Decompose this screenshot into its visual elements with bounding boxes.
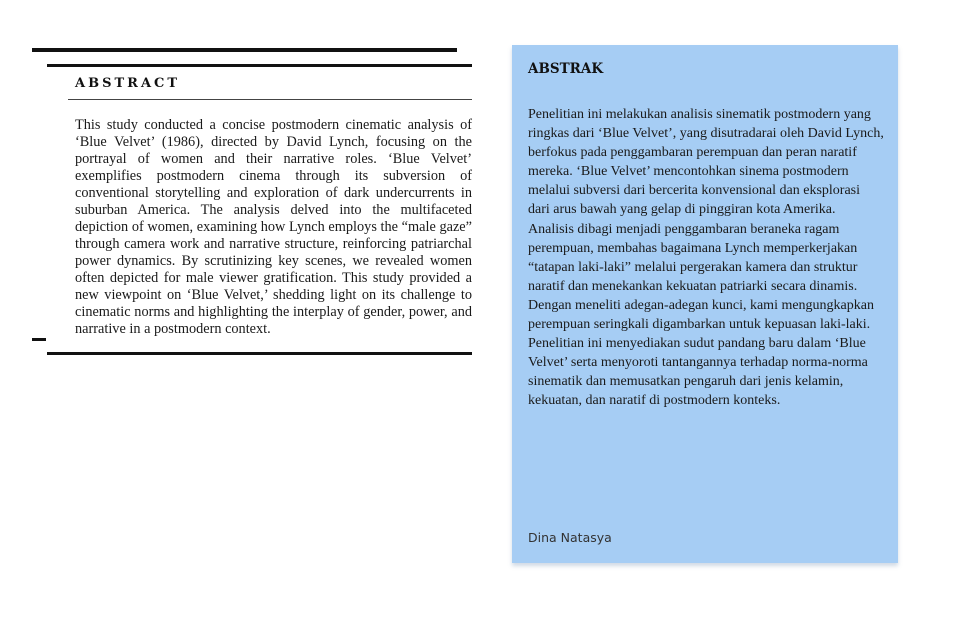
- indonesian-abstract-body: Penelitian ini melakukan analisis sinematik postmodern yang ringkas dari ‘Blue Velvet’, yang disutradarai oleh David Lynch, berfokus pada penggambaran perempuan dan peran naratif mereka. ‘Blue Velvet’ mencontohkan sinema postmodern melalui subversi dari bercerita konvensional dan eksplorasi dari arus bawah yang gelap di pinggiran kota Amerika. Analisis dibagi menjadi penggambaran beraneka ragam perempuan, membahas bagaimana Lynch memperkerjakan “tatapan laki-laki” melalui pergerakan kamera dan struktur naratif dan menekankan kekuatan patriarki secara dinamis. Dengan meneliti adegan-adegan kunci, kami mengungkapkan perempuan seringkali digambarkan untuk kepuasan laki-laki. Penelitian ini menyediakan sudut pandang baru dalam ‘Blue Velvet’ serta menyoroti tantangannya terhadap norma-norma sinematik dan memusatkan pengaruh dari jenis kelamin, kekuatan, dan naratif di postmodern konteks.: [528, 107, 884, 409]
- top-outer-rule: [32, 48, 457, 52]
- english-abstract-heading: ABSTRACT: [75, 76, 181, 91]
- left-margin-tick: [32, 338, 46, 341]
- author-name: Dina Natasya: [528, 530, 612, 545]
- indonesian-abstract-heading: ABSTRAK: [528, 61, 604, 77]
- heading-underline-rule: [68, 99, 472, 100]
- english-abstract-body: This study conducted a concise postmodern cinematic analysis of ‘Blue Velvet’ (1986), directed by David Lynch, focusing on the portrayal of women and their narrative roles. ‘Blue Velvet’ exemplifies postmodern cinema through its subversion of conventional storytelling and exploration of dark undercurrents in suburban America. The analysis delved into the multifaceted depiction of women, examining how Lynch employs the “male gaze” through camera work and narrative structure, reinforcing patriarchal power dynamics. By scrutinizing key scenes, we revealed women often depicted for male viewer gratification. This study provided a new viewpoint on ‘Blue Velvet,’ shedding light on its challenge to cinematic norms and highlighting the interplay of gender, power, and narrative in a postmodern context.: [75, 117, 472, 337]
- bottom-rule: [47, 352, 472, 355]
- indonesian-abstract-card: [512, 45, 898, 563]
- top-inner-rule: [47, 64, 472, 67]
